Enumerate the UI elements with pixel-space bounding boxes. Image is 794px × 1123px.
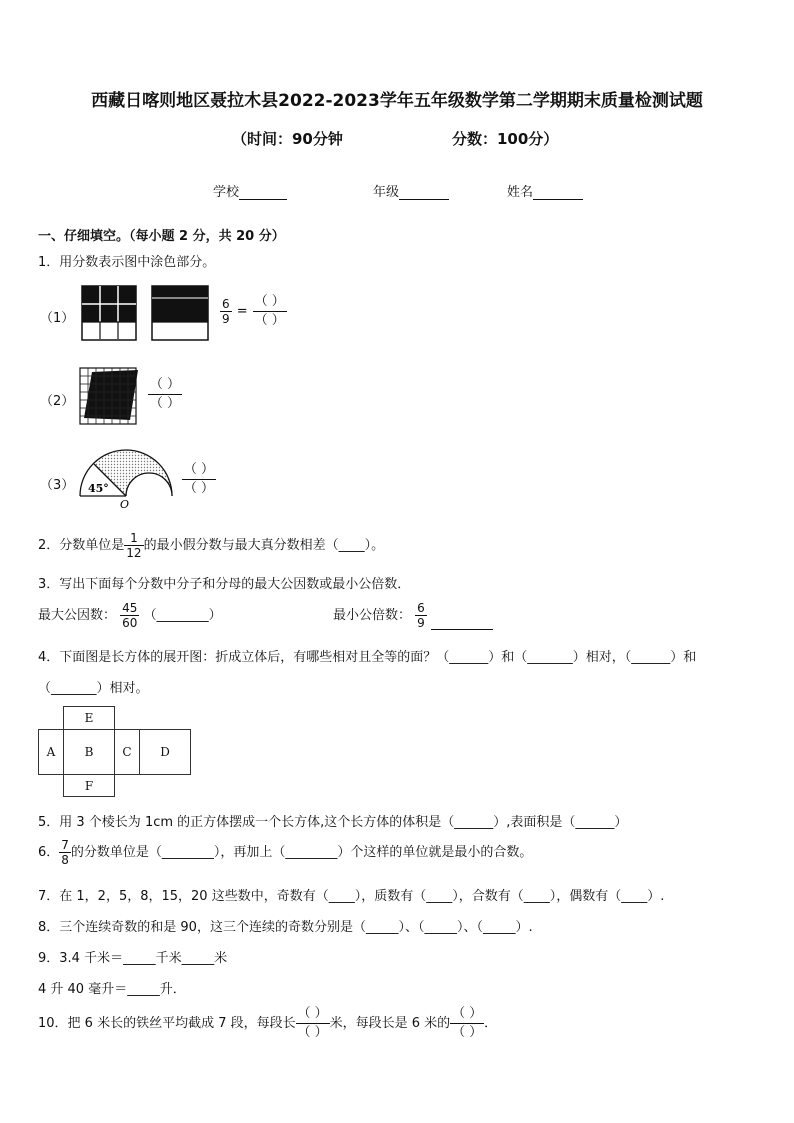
q10-text: [38, 1005, 497, 1042]
school-field: [213, 181, 287, 200]
gcd-blank[interactable]: （________）: [143, 608, 222, 623]
q5-text: 5．用 3 个棱长为 1cm 的正方体摆成一个长方体,这个长方体的体积是（______）,表面积是（______）: [38, 815, 628, 830]
lcm-blank[interactable]: [431, 615, 493, 630]
q6-text: [38, 838, 532, 867]
grid-figure-1: [82, 286, 138, 342]
school-label: 学校: [213, 185, 240, 200]
q1-answer-2[interactable]: （ ） （ ）: [149, 377, 181, 411]
page-title: 西藏日喀则地区聂拉木县2022-2023学年五年级数学第二学期期末质量检测试题: [91, 91, 703, 111]
q6-fraction: $\frac{7}{8}$: [61, 838, 69, 867]
q1-text: 1．用分数表示图中涂色部分。: [38, 255, 216, 270]
name-label: 姓名: [507, 185, 534, 200]
net-face-f: F: [63, 774, 115, 797]
q2-text: [38, 531, 384, 560]
q10-prefix: 10．把 6 米长的铁丝平均截成 7 段，每段长: [38, 1016, 296, 1031]
bar-figure-1: [152, 286, 210, 342]
grade-field: [373, 181, 449, 200]
exam-time: （时间：90分钟: [232, 130, 343, 148]
q6-prefix: 6．: [38, 845, 60, 860]
net-face-d: D: [139, 729, 191, 775]
center-label: O: [120, 498, 130, 511]
q1-fraction: $\frac{6}{9}$: [222, 297, 230, 326]
q3-gcd: [38, 601, 222, 630]
q1-fraction-row: [220, 293, 287, 330]
q2-prefix: 2．分数单位是: [38, 538, 125, 553]
q3-lcm: [333, 601, 493, 630]
angle-label: 45°: [88, 482, 109, 495]
q2-suffix: 的最小假分数与最大真分数相差（____）。: [143, 538, 385, 553]
q1-fraction-row-3: [182, 461, 216, 498]
q10-answer-2[interactable]: （ ） （ ）: [452, 1006, 483, 1040]
q10-mid: 米，每段长是 6 米的: [329, 1016, 451, 1031]
equals-sign: =: [236, 304, 248, 319]
q4-line1: 4．下面图是长方体的展开图：折成立体后，有哪些相对且全等的面？（______）和（_______）相对，（______）和: [38, 650, 697, 665]
q10-answer-1[interactable]: （ ） （ ）: [297, 1006, 328, 1040]
exam-score: 分数：100分）: [452, 130, 559, 148]
net-face-b: B: [63, 729, 115, 775]
gcd-label: 最大公因数：: [38, 608, 117, 623]
q1-part2-label: （2）: [40, 394, 75, 409]
q7-text: 7．在 1，2，5，8，15，20 这些数中，奇数有（____），质数有（____），合数有（____），偶数有（____）.: [38, 889, 665, 904]
q2-fraction: $\frac{1}{12}$: [126, 531, 142, 560]
q6-suffix: 的分数单位是（________），再加上（________）个这样的单位就是最小的合数。: [70, 845, 533, 860]
section-heading: 一、仔细填空。（每小题 2 分，共 20 分）: [38, 229, 285, 244]
name-field: [507, 181, 583, 200]
net-face-a: A: [38, 729, 64, 775]
q1-fraction-row-2: [148, 376, 182, 413]
q10-end: ．: [484, 1016, 498, 1031]
grid-figure-2: [80, 368, 142, 426]
net-face-e: E: [63, 706, 115, 730]
name-blank[interactable]: [533, 185, 583, 200]
net-face-c: C: [114, 729, 140, 775]
q1-part3-label: （3）: [40, 478, 75, 493]
q1-part1-label: （1）: [40, 311, 75, 326]
grade-blank[interactable]: [399, 185, 449, 200]
q3-text: 3．写出下面每个分数中分子和分母的最大公因数或最小公倍数．: [38, 577, 411, 592]
q1-answer-1[interactable]: （ ） （ ）: [254, 294, 285, 328]
q9-line1: 9．3.4 千米＝_____千米_____米: [38, 951, 228, 966]
school-blank[interactable]: [239, 185, 287, 200]
q8-text: 8．三个连续奇数的和是 90，这三个连续的奇数分别是（_____）、（_____）、（_____）.: [38, 920, 533, 935]
semicircle-figure: [80, 448, 180, 511]
gcd-fraction: $\frac{45}{60}$: [122, 601, 138, 630]
lcm-label: 最小公倍数：: [333, 608, 412, 623]
q9-line2: 4 升 40 毫升＝_____升．: [38, 982, 186, 997]
q4-line2: （_______）相对。: [38, 681, 149, 696]
q1-answer-3[interactable]: （ ） （ ）: [183, 462, 215, 496]
grade-label: 年级: [373, 185, 400, 200]
lcm-fraction: $\frac{6}{9}$: [417, 601, 425, 630]
